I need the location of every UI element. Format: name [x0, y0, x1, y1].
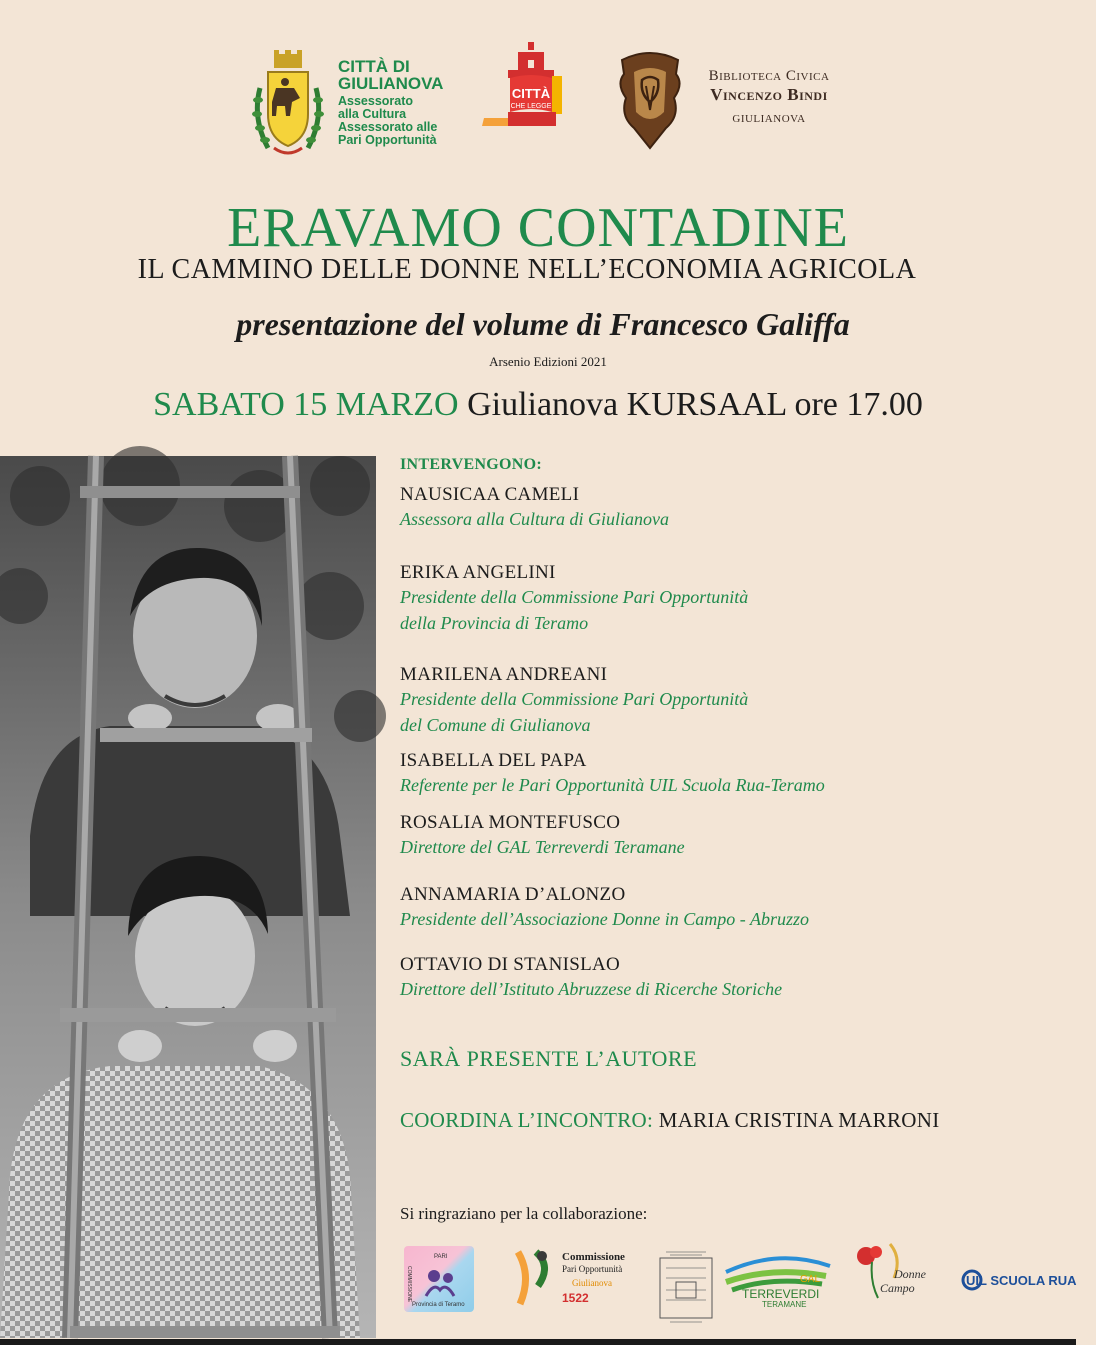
vintage-photo-two-women-ladder	[0, 456, 376, 1338]
city-dept-4: Pari Opportunità	[338, 133, 437, 147]
speaker-role: Direttore del GAL Terreverdi Teramane	[400, 837, 685, 857]
speaker-role: Presidente della Commissione Pari Opportunità	[400, 587, 749, 607]
city-dept-2: alla Cultura	[338, 107, 407, 121]
bottom-border	[0, 1339, 1076, 1345]
gal-line-3: TERAMANE	[762, 1300, 807, 1309]
author-present-line: SARÀ PRESENTE L’AUTORE	[400, 1046, 698, 1071]
biblioteca-civica-text	[694, 68, 844, 125]
city-line-1: CITTÀ DI	[338, 57, 410, 76]
speaker-role: Assessora alla Cultura di Giulianova	[400, 509, 670, 529]
speaker-name: OTTAVIO DI STANISLAO	[400, 954, 621, 975]
speaker-name: MARILENA ANDREANI	[400, 664, 608, 685]
speaker-name: ANNAMARIA D’ALONZO	[400, 884, 626, 905]
speaker-item	[400, 884, 809, 932]
donne-in-campo-logo	[850, 1238, 940, 1308]
speaker-name: ERIKA ANGELINI	[400, 562, 556, 583]
cpo2-line-1: Commissione	[562, 1251, 625, 1263]
poster-subtitle: IL CAMMINO DELLE DONNE NELL’ECONOMIA AGRICOLA	[137, 254, 917, 285]
speaker-item	[400, 562, 748, 636]
event-date: SABATO 15 MARZO	[153, 386, 459, 423]
speaker-name: ROSALIA MONTEFUSCO	[400, 812, 621, 833]
gal-line-1: GAL	[800, 1274, 821, 1285]
cpo-badge-line-1: COMMISSIONE	[406, 1266, 412, 1303]
speaker-role: Presidente dell’Associazione Donne in Campo - Abruzzo	[400, 909, 809, 929]
speaker-item	[400, 812, 685, 860]
cpo-teramo-logo	[404, 1246, 474, 1312]
city-dept-3: Assessorato alle	[338, 120, 438, 134]
city-line-2: GIULIANOVA	[338, 74, 444, 93]
citta-che-legge-line-2: CHE LEGGE	[510, 103, 552, 110]
city-of-giulianova-text	[338, 58, 443, 147]
book-presentation-line: presentazione del volume di Francesco Galiffa	[236, 306, 850, 342]
donne-line-2: Campo	[880, 1281, 915, 1295]
cpo2-line-4: 1522	[562, 1291, 589, 1305]
donne-line-1: Donne	[894, 1267, 926, 1281]
speaker-item	[400, 484, 669, 532]
citta-che-legge-line-1: CITTÀ	[511, 86, 551, 101]
event-place-time: Giulianova KURSAAL ore 17.00	[467, 386, 923, 423]
city-dept-1: Assessorato	[338, 94, 414, 108]
event-date-line	[0, 386, 1076, 424]
gal-terreverdi-logo	[722, 1252, 834, 1308]
istituto-ricerche-storiche-logo	[656, 1248, 716, 1326]
biblioteca-line-2: Vincenzo Bindi	[710, 85, 828, 104]
speaker-item	[400, 664, 748, 738]
cpo-giulianova-logo	[512, 1246, 652, 1310]
speaker-role-line-2: del Comune di Giulianova	[400, 715, 591, 735]
speakers-heading: INTERVENGONO:	[400, 456, 543, 473]
speaker-name: NAUSICAA CAMELI	[400, 484, 580, 505]
publisher-line: Arsenio Edizioni 2021	[489, 354, 607, 369]
biblioteca-shield-logo	[616, 50, 684, 150]
speakers-section	[400, 456, 1060, 999]
cpo-badge-line-3: Provincia di Teramo	[412, 1302, 465, 1308]
gal-line-2: TERREVERDI	[742, 1287, 820, 1301]
cpo2-line-3: Giulianova	[572, 1278, 612, 1288]
speaker-role: Referente per le Pari Opportunità UIL Scuola Rua-Teramo	[400, 775, 825, 795]
cpo2-line-2: Pari Opportunità	[562, 1264, 623, 1274]
thanks-line: Si ringraziano per la collaborazione:	[400, 1204, 648, 1223]
speaker-item	[400, 750, 825, 798]
speaker-role-line-2: della Provincia di Teramo	[400, 613, 589, 633]
speaker-name: ISABELLA DEL PAPA	[400, 750, 587, 771]
coordinator-name: MARIA CRISTINA MARRONI	[658, 1108, 940, 1132]
coordinator-line	[400, 1108, 940, 1133]
biblioteca-line-1: Biblioteca Civica	[708, 68, 830, 84]
speaker-role: Direttore dell’Istituto Abruzzese di Ricerche Storiche	[400, 979, 783, 999]
poster-title: ERAVAMO CONTADINE	[227, 197, 849, 259]
speaker-role: Presidente della Commissione Pari Opportunità	[400, 689, 749, 709]
biblioteca-line-3: GIULIANOVA	[732, 113, 806, 125]
uil-line: UIL SCUOLA RUA	[966, 1273, 1077, 1288]
coordinator-label: COORDINA L’INCONTRO:	[400, 1108, 654, 1132]
speaker-item	[400, 954, 782, 1002]
cpo-badge-line-2: PARI	[434, 1254, 448, 1260]
citta-che-legge-logo	[484, 42, 578, 138]
uil-scuola-rua-logo	[962, 1262, 1077, 1298]
giulianova-crest-logo	[252, 48, 324, 160]
